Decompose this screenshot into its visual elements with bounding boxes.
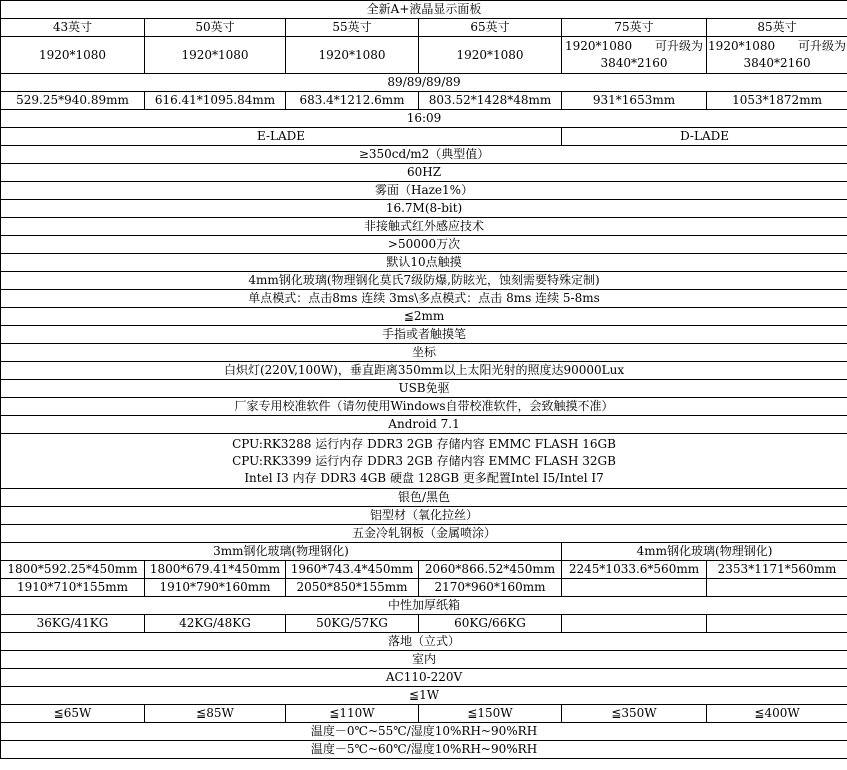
refresh-rate-cell: 60HZ xyxy=(1,164,847,182)
glass-row xyxy=(1,272,847,290)
install-row xyxy=(1,633,847,651)
viewing-angle-row xyxy=(1,74,847,92)
storage-env-cell: 温度－5℃~60℃/湿度10%RH~90%RH xyxy=(1,741,847,759)
packaging-row xyxy=(1,597,847,615)
power-cell: ≦350W xyxy=(562,705,707,723)
colors-cell: 16.7M(8-bit) xyxy=(1,200,847,218)
display-area-row xyxy=(1,92,847,110)
backlight-cell: E-LADE xyxy=(1,128,562,146)
brightness-row xyxy=(1,146,847,164)
touch-life-cell: >50000万次 xyxy=(1,236,847,254)
brightness-cell: ≥350cd/m2（典型值） xyxy=(1,146,847,164)
frame-row xyxy=(1,507,847,525)
display-area-cell: 1053*1872mm xyxy=(707,92,847,110)
product-size-row xyxy=(1,561,847,579)
input-row xyxy=(1,326,847,344)
resolution-cell: 1920*1080 xyxy=(145,37,286,74)
response-cell: 单点模式：点击8ms 连续 3ms\多点模式：点击 8ms 连续 5-8ms xyxy=(1,290,847,308)
display-area-cell: 803.52*1428*48mm xyxy=(419,92,562,110)
backlight-cell: D-LADE xyxy=(562,128,847,146)
package-size-cell: 1910*710*155mm xyxy=(1,579,145,597)
os-cell: Android 7.1 xyxy=(1,416,847,434)
color-row xyxy=(1,489,847,507)
light-resistance-row xyxy=(1,362,847,380)
environment-row xyxy=(1,651,847,669)
precision-cell: ≦2mm xyxy=(1,308,847,326)
package-size-cell: 2170*960*160mm xyxy=(419,579,562,597)
size-cell: 65英寸 xyxy=(419,19,562,37)
operating-env-row xyxy=(1,723,847,741)
standby-power-cell: ≦1W xyxy=(1,687,847,705)
weight-cell xyxy=(707,615,847,633)
resolution-cell: 1920*1080 可升级为3840*2160 xyxy=(707,37,847,74)
driver-cell: USB免驱 xyxy=(1,380,847,398)
product-size-cell: 2245*1033.6*560mm xyxy=(562,561,707,579)
package-size-cell: 1910*790*160mm xyxy=(145,579,286,597)
weight-cell xyxy=(562,615,707,633)
back-cover-cell: 五金冷轧钢板（金属喷涂） xyxy=(1,525,847,543)
aspect-ratio-cell: 16:09 xyxy=(1,110,847,128)
resolution-cell: 1920*1080 xyxy=(1,37,145,74)
install-cell: 落地（立式） xyxy=(1,633,847,651)
output-cell: 坐标 xyxy=(1,344,847,362)
product-size-cell: 1960*743.4*450mm xyxy=(286,561,419,579)
touch-points-row xyxy=(1,254,847,272)
back-cover-row xyxy=(1,525,847,543)
light-resistance-cell: 白炽灯(220V,100W)，垂直距离350mm以上太阳光射的照度达90000Lux xyxy=(1,362,847,380)
calibration-row xyxy=(1,398,847,416)
display-area-cell: 683.4*1212.6mm xyxy=(286,92,419,110)
input-cell: 手指或者触摸笔 xyxy=(1,326,847,344)
resolution-cell: 1920*1080 xyxy=(419,37,562,74)
package-size-row xyxy=(1,579,847,597)
front-glass-cell: 4mm钢化玻璃(物理钢化) xyxy=(562,543,847,561)
package-size-cell xyxy=(707,579,847,597)
frame-cell: 铝型材（氧化拉丝） xyxy=(1,507,847,525)
size-row xyxy=(1,19,847,37)
size-cell: 75英寸 xyxy=(562,19,707,37)
front-glass-cell: 3mm钢化玻璃(物理钢化) xyxy=(1,543,562,561)
package-size-cell: 2050*850*155mm xyxy=(286,579,419,597)
environment-cell: 室内 xyxy=(1,651,847,669)
precision-row xyxy=(1,308,847,326)
title-cell: 全新A+液晶显示面板 xyxy=(1,1,847,19)
colors-row xyxy=(1,200,847,218)
product-size-cell: 2060*866.52*450mm xyxy=(419,561,562,579)
response-row xyxy=(1,290,847,308)
surface-row xyxy=(1,182,847,200)
output-row xyxy=(1,344,847,362)
product-size-cell: 1800*679.41*450mm xyxy=(145,561,286,579)
touch-points-cell: 默认10点触摸 xyxy=(1,254,847,272)
viewing-angle-cell: 89/89/89/89 xyxy=(1,74,847,92)
front-glass-row xyxy=(1,543,847,561)
aspect-ratio-row xyxy=(1,110,847,128)
weight-cell: 42KG/48KG xyxy=(145,615,286,633)
resolution-cell: 1920*1080 xyxy=(286,37,419,74)
resolution-cell: 1920*1080 可升级为3840*2160 xyxy=(562,37,707,74)
size-cell: 43英寸 xyxy=(1,19,145,37)
size-cell: 50英寸 xyxy=(145,19,286,37)
touch-type-row xyxy=(1,218,847,236)
size-cell: 85英寸 xyxy=(707,19,847,37)
refresh-rate-row xyxy=(1,164,847,182)
display-area-cell: 931*1653mm xyxy=(562,92,707,110)
product-size-cell: 1800*592.25*450mm xyxy=(1,561,145,579)
power-cell: ≦110W xyxy=(286,705,419,723)
os-row xyxy=(1,416,847,434)
weight-cell: 50KG/57KG xyxy=(286,615,419,633)
size-cell: 55英寸 xyxy=(286,19,419,37)
product-size-cell: 2353*1171*560mm xyxy=(707,561,847,579)
display-area-cell: 616.41*1095.84mm xyxy=(145,92,286,110)
packaging-cell: 中性加厚纸箱 xyxy=(1,597,847,615)
cpu-cell: CPU:RK3288 运行内存 DDR3 2GB 存储内容 EMMC FLASH 16GB CPU:RK3399 运行内存 DDR3 2GB 存储内容 EMMC FLASH 32GB Intel I3 内存 DDR3 4GB 硬盘 128GB 更多配置Intel I5/Intel I7 xyxy=(1,434,847,489)
glass-cell: 4mm钢化玻璃(物理钢化莫氏7级防爆,防眩光，蚀刻需要特殊定制) xyxy=(1,272,847,290)
voltage-cell: AC110-220V xyxy=(1,669,847,687)
touch-type-cell: 非接触式红外感应技术 xyxy=(1,218,847,236)
backlight-row xyxy=(1,128,847,146)
operating-env-cell: 温度－0℃~55℃/湿度10%RH~90%RH xyxy=(1,723,847,741)
resolution-row xyxy=(1,37,847,74)
power-row xyxy=(1,705,847,723)
storage-env-row xyxy=(1,741,847,759)
power-cell: ≦85W xyxy=(145,705,286,723)
surface-cell: 雾面（Haze1%） xyxy=(1,182,847,200)
weight-cell: 60KG/66KG xyxy=(419,615,562,633)
display-area-cell: 529.25*940.89mm xyxy=(1,92,145,110)
title-row xyxy=(1,1,847,19)
power-cell: ≦150W xyxy=(419,705,562,723)
driver-row xyxy=(1,380,847,398)
power-cell: ≦400W xyxy=(707,705,847,723)
package-size-cell xyxy=(562,579,707,597)
weight-cell: 36KG/41KG xyxy=(1,615,145,633)
color-cell: 银色/黑色 xyxy=(1,489,847,507)
weight-row xyxy=(1,615,847,633)
voltage-row xyxy=(1,669,847,687)
calibration-cell: 厂家专用校准软件（请勿使用Windows自带校准软件，会致触摸不准） xyxy=(1,398,847,416)
power-cell: ≦65W xyxy=(1,705,145,723)
standby-power-row xyxy=(1,687,847,705)
touch-life-row xyxy=(1,236,847,254)
cpu-row xyxy=(1,434,847,489)
